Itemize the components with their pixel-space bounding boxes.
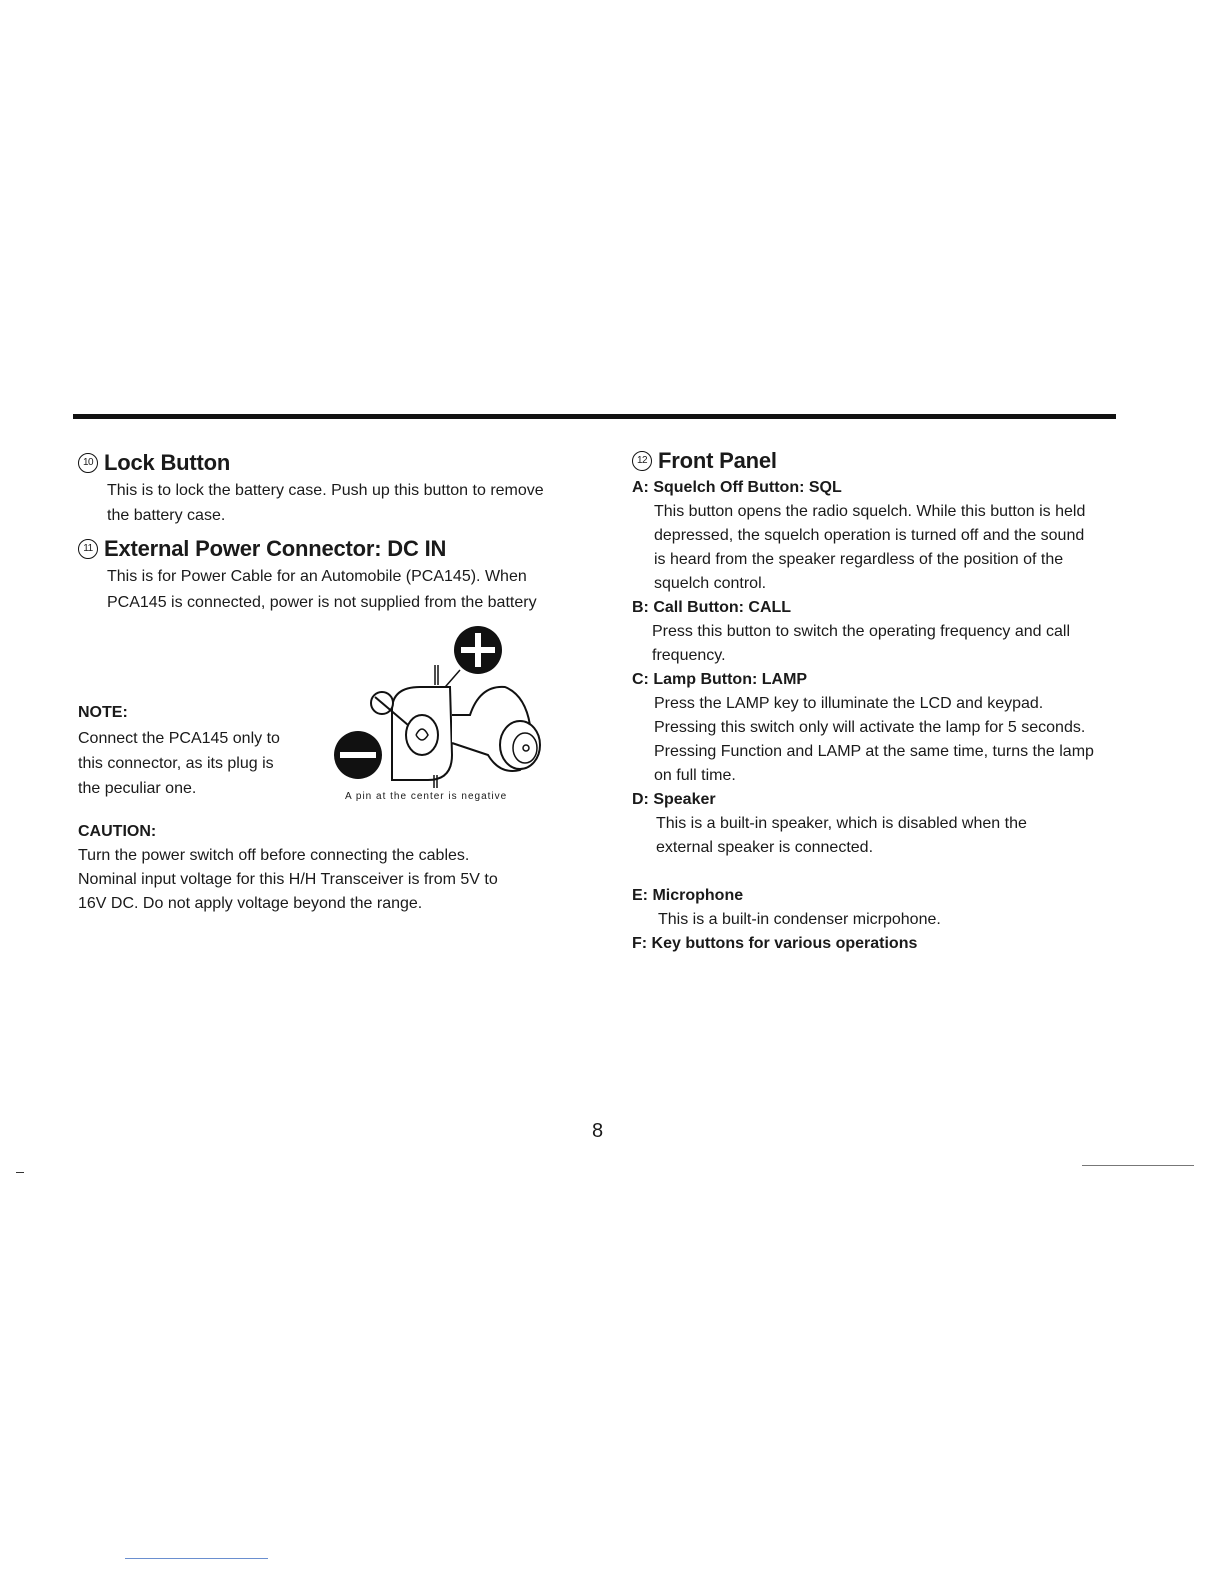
caution-line: Nominal input voltage for this H/H Transceiver is from 5V to bbox=[78, 871, 498, 888]
item-label-e: E: Microphone bbox=[632, 887, 744, 904]
item-text-a: This button opens the radio squelch. While this button is held depressed, the squelch operation is turned off and the sound is heard from the speaker regardless of the position of the squelch control. bbox=[654, 503, 1086, 592]
item-label-b: B: Call Button: CALL bbox=[632, 599, 792, 616]
top-rule bbox=[73, 414, 1116, 419]
dcin-title: External Power Connector: DC IN bbox=[104, 536, 447, 561]
right-column bbox=[632, 446, 1132, 956]
scan-mark bbox=[16, 1172, 24, 1173]
item-text-e: This is a built-in condenser micrpohone. bbox=[658, 911, 941, 928]
item-label-d: D: Speaker bbox=[632, 791, 716, 808]
item-text-b: Press this button to switch the operating frequency and call frequency. bbox=[652, 623, 1071, 664]
note-line: Connect the PCA145 only to bbox=[78, 730, 280, 747]
item-label-a: A: Squelch Off Button: SQL bbox=[632, 479, 842, 496]
scan-mark bbox=[1082, 1165, 1194, 1166]
caution-line: Turn the power switch off before connecting the cables. bbox=[78, 847, 470, 864]
note-title: NOTE: bbox=[78, 704, 128, 721]
lock-button-heading bbox=[78, 448, 558, 478]
circled-number: 12 bbox=[632, 451, 652, 471]
item-label-c: C: Lamp Button: LAMP bbox=[632, 671, 808, 688]
caution-line: 16V DC. Do not apply voltage beyond the range. bbox=[78, 895, 423, 912]
note-block bbox=[78, 700, 280, 801]
dcin-heading bbox=[78, 534, 558, 564]
diagram-caption: A pin at the center is negative bbox=[345, 791, 508, 802]
page-number: 8 bbox=[592, 1120, 604, 1142]
note-line: this connector, as its plug is bbox=[78, 755, 274, 772]
circled-number: 11 bbox=[78, 539, 98, 559]
item-text-c: Press the LAMP key to illuminate the LCD and keypad. Pressing this switch only will activate the lamp for 5 seconds. Pressing Function and LAMP at the same time, turns the lamp on full time. bbox=[654, 695, 1094, 784]
dcin-text: This is for Power Cable for an Automobile (PCA145). When PCA145 is connected, power is not supplied from the battery bbox=[107, 568, 537, 611]
lock-button-title: Lock Button bbox=[104, 450, 231, 475]
left-column bbox=[78, 448, 558, 616]
item-label-f: F: Key buttons for various operations bbox=[632, 935, 918, 952]
front-panel-title: Front Panel bbox=[658, 448, 777, 473]
note-line: the peculiar one. bbox=[78, 780, 197, 797]
dc-connector-diagram bbox=[330, 625, 550, 790]
front-panel-heading bbox=[632, 446, 1132, 476]
item-text-d: This is a built-in speaker, which is disabled when the external speaker is connected. bbox=[656, 815, 1027, 856]
scan-mark bbox=[125, 1558, 268, 1559]
lock-button-text: This is to lock the battery case. Push up this button to remove the battery case. bbox=[107, 482, 544, 524]
circled-number: 10 bbox=[78, 453, 98, 473]
caution-block bbox=[78, 820, 498, 916]
caution-title: CAUTION: bbox=[78, 823, 157, 840]
